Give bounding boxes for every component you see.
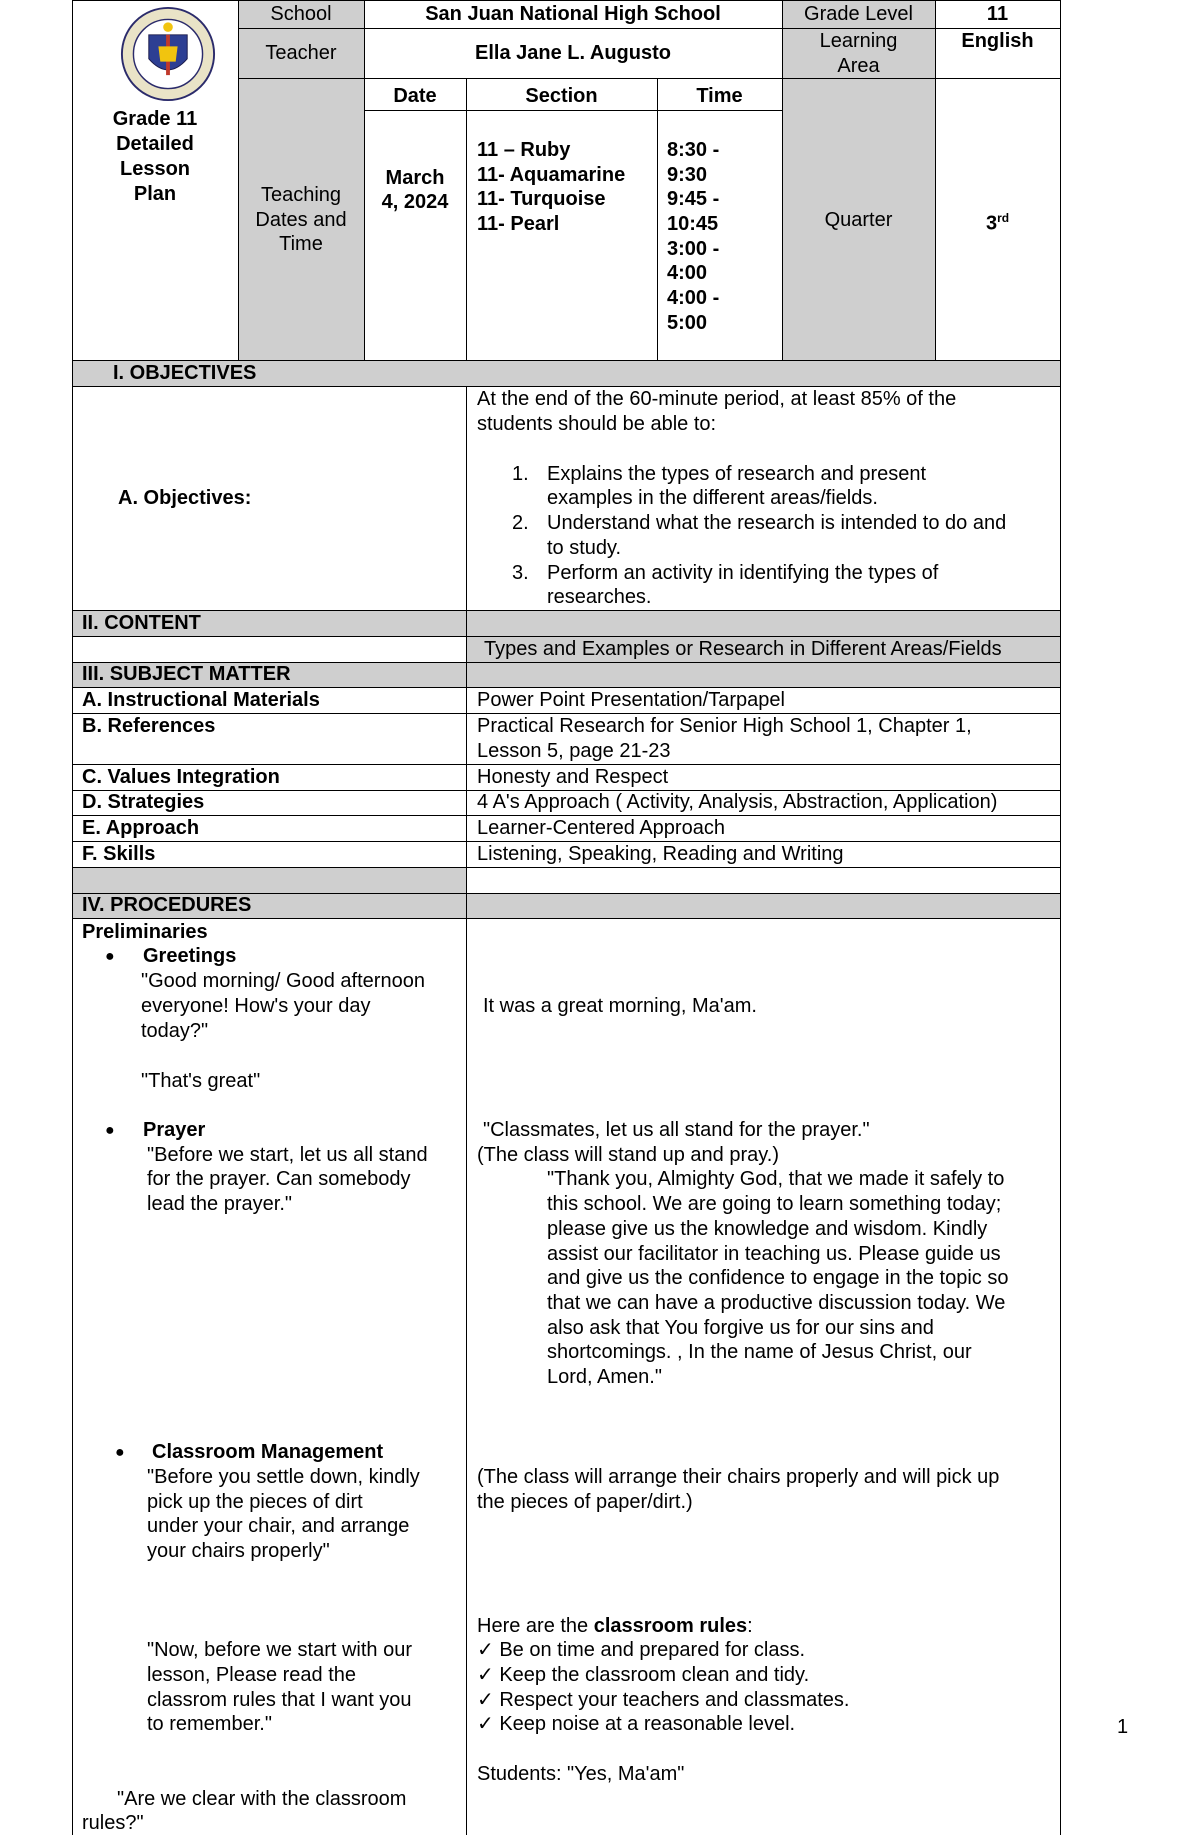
objective-line: researches. [547,586,652,608]
time-item: 5:00 [667,312,708,334]
objective-line: Perform an activity in identifying the types of [547,562,939,584]
quarter-label: Quarter [824,209,893,231]
classroom-rule: ✓ Keep noise at a reasonable level. [477,1713,796,1735]
prayer-student: "Classmates, let us all stand for the prayer." [483,1119,870,1141]
rules-intro: Here are the classroom rules: [477,1615,753,1637]
learning-area-label-1: Learning [819,30,898,52]
prayer-text-line: that we can have a productive discussion today. We [547,1292,1006,1314]
objectives-intro-1: At the end of the 60-minute period, at least 85% of the [477,388,957,410]
cm-reply: (The class will arrange their chairs properly and will pick up [477,1466,1000,1488]
prayer-text-line: also ask that You forgive us for our sins and [547,1317,934,1339]
time-item: 9:45 - [667,188,720,210]
preliminaries-title: Preliminaries [82,921,208,943]
objective-number: 3. [512,562,529,584]
time-label: Time [696,85,743,107]
thats-great: "That's great" [141,1070,261,1092]
rules-teacher: to remember." [147,1713,272,1735]
subject-value-references: Lesson 5, page 21-23 [477,740,671,762]
teacher-label: Teacher [265,42,337,64]
date-label: Date [393,85,437,107]
subject-label-strategies: D. Strategies [82,791,205,813]
bullet-icon: ● [105,1122,115,1139]
prayer-text-line: "Thank you, Almighty God, that we made it safely to [547,1168,1005,1190]
plan-title-4: Plan [133,183,177,205]
cm-teacher: pick up the pieces of dirt [147,1491,363,1513]
section-item: 11 – Ruby [477,139,571,161]
cm-teacher: under your chair, and arrange [147,1515,410,1537]
classroom-rule: ✓ Keep the classroom clean and tidy. [477,1664,810,1686]
teaching-dates-label-3: Time [279,233,323,255]
prayer-student: (The class will stand up and pray.) [477,1144,779,1166]
prayer-text-line: this school. We are going to learn something today; [547,1193,1002,1215]
school-name: San Juan National High School [425,3,721,25]
rules-teacher: classrom rules that I want you [147,1689,412,1711]
greetings-teacher: today?" [141,1020,209,1042]
blank-row-bg [72,867,466,893]
grade-level-value: 11 [986,3,1009,25]
objectives-heading: I. OBJECTIVES [113,362,257,384]
school-label: School [270,3,332,25]
subject-value-skills: Listening, Speaking, Reading and Writing [477,843,844,865]
prayer-teacher: for the prayer. Can somebody [147,1168,411,1190]
page-number: 1 [1117,1716,1129,1738]
date-value-1: March [385,167,445,189]
learning-area-value: English [961,30,1034,52]
teaching-dates-label-1: Teaching [260,184,342,206]
content-heading-bg [72,611,1061,636]
clear-teacher: "Are we clear with the classroom [117,1788,407,1810]
greetings-teacher: "Good morning/ Good afternoon [141,970,425,992]
deped-seal-icon [120,6,216,102]
section-item: 11- Aquamarine [477,164,626,186]
greetings-reply: It was a great morning, Ma'am. [483,995,757,1017]
subject-value-approach: Learner-Centered Approach [477,817,725,839]
objectives-intro-2: students should be able to: [477,413,717,435]
section-item: 11- Turquoise [477,188,606,210]
subject-label-skills: F. Skills [82,843,156,865]
teacher-name: Ella Jane L. Augusto [475,42,671,64]
objective-number: 1. [512,463,529,485]
section-item: 11- Pearl [477,213,560,235]
classroom-management-title: Classroom Management [152,1441,384,1463]
content-text: Types and Examples or Research in Different Areas/Fields [484,638,1002,660]
time-item: 3:00 - [667,238,720,260]
grade-level-label: Grade Level [804,3,913,25]
time-item: 8:30 - [667,139,720,161]
objective-number: 2. [512,512,529,534]
cm-teacher: your chairs properly" [147,1540,330,1562]
subject-value-values: Honesty and Respect [477,766,669,788]
plan-title-3: Lesson [119,158,191,180]
prayer-teacher: lead the prayer." [147,1193,292,1215]
prayer-title: Prayer [143,1119,206,1141]
time-item: 4:00 [667,262,708,284]
subject-label-references: B. References [82,715,216,737]
subject-value-strategies: 4 A's Approach ( Activity, Analysis, Abstraction, Application) [477,791,998,813]
quarter-value: 3rd [985,211,1010,235]
subject-value-materials: Power Point Presentation/Tarpapel [477,689,785,711]
objective-line: to study. [547,537,622,559]
subject-label-approach: E. Approach [82,817,200,839]
date-value-2: 4, 2024 [381,191,449,213]
subject-label-values: C. Values Integration [82,766,280,788]
prayer-text-line: shortcomings. , In the name of Jesus Christ, our [547,1341,972,1363]
prayer-text-line: assist our facilitator in teaching us. Please guide us [547,1243,1001,1265]
subject-value-references: Practical Research for Senior High School 1, Chapter 1, [477,715,972,737]
procedures-heading: IV. PROCEDURES [82,894,252,916]
time-item: 4:00 - [667,287,720,309]
content-heading: II. CONTENT [82,612,201,634]
objective-line: Understand what the research is intended to do and [547,512,1007,534]
section-label: Section [525,85,598,107]
objective-line: Explains the types of research and present [547,463,927,485]
subject-label-materials: A. Instructional Materials [82,689,320,711]
prayer-teacher: "Before we start, let us all stand [147,1144,428,1166]
plan-title-2: Detailed [116,133,194,155]
greetings-title: Greetings [143,945,237,967]
prayer-text-line: Lord, Amen." [547,1366,662,1388]
cm-teacher: "Before you settle down, kindly [147,1466,420,1488]
learning-area-label-2: Area [837,55,880,77]
greetings-teacher: everyone! How's your day [141,995,371,1017]
bullet-icon: ● [105,948,115,965]
subject-heading: III. SUBJECT MATTER [82,663,291,685]
classroom-rule: ✓ Be on time and prepared for class. [477,1639,806,1661]
prayer-text-line: please give us the knowledge and wisdom. Kindly [547,1218,988,1240]
rules-teacher: lesson, Please read the [147,1664,357,1686]
teaching-dates-label-2: Dates and [255,209,347,231]
cm-reply: the pieces of paper/dirt.) [477,1491,693,1513]
objectives-label: A. Objectives: [118,487,252,509]
plan-title-1: Grade 11 [112,108,198,130]
clear-teacher: rules?" [82,1812,144,1834]
prayer-text-line: and give us the confidence to engage in the topic so [547,1267,1009,1289]
time-item: 10:45 [667,213,719,235]
time-item: 9:30 [667,164,708,186]
classroom-rule: ✓ Respect your teachers and classmates. [477,1689,850,1711]
rules-teacher: "Now, before we start with our [147,1639,412,1661]
bullet-icon: ● [115,1444,125,1461]
clear-reply: Students: "Yes, Ma'am" [477,1763,685,1785]
objective-line: examples in the different areas/fields. [547,487,878,509]
